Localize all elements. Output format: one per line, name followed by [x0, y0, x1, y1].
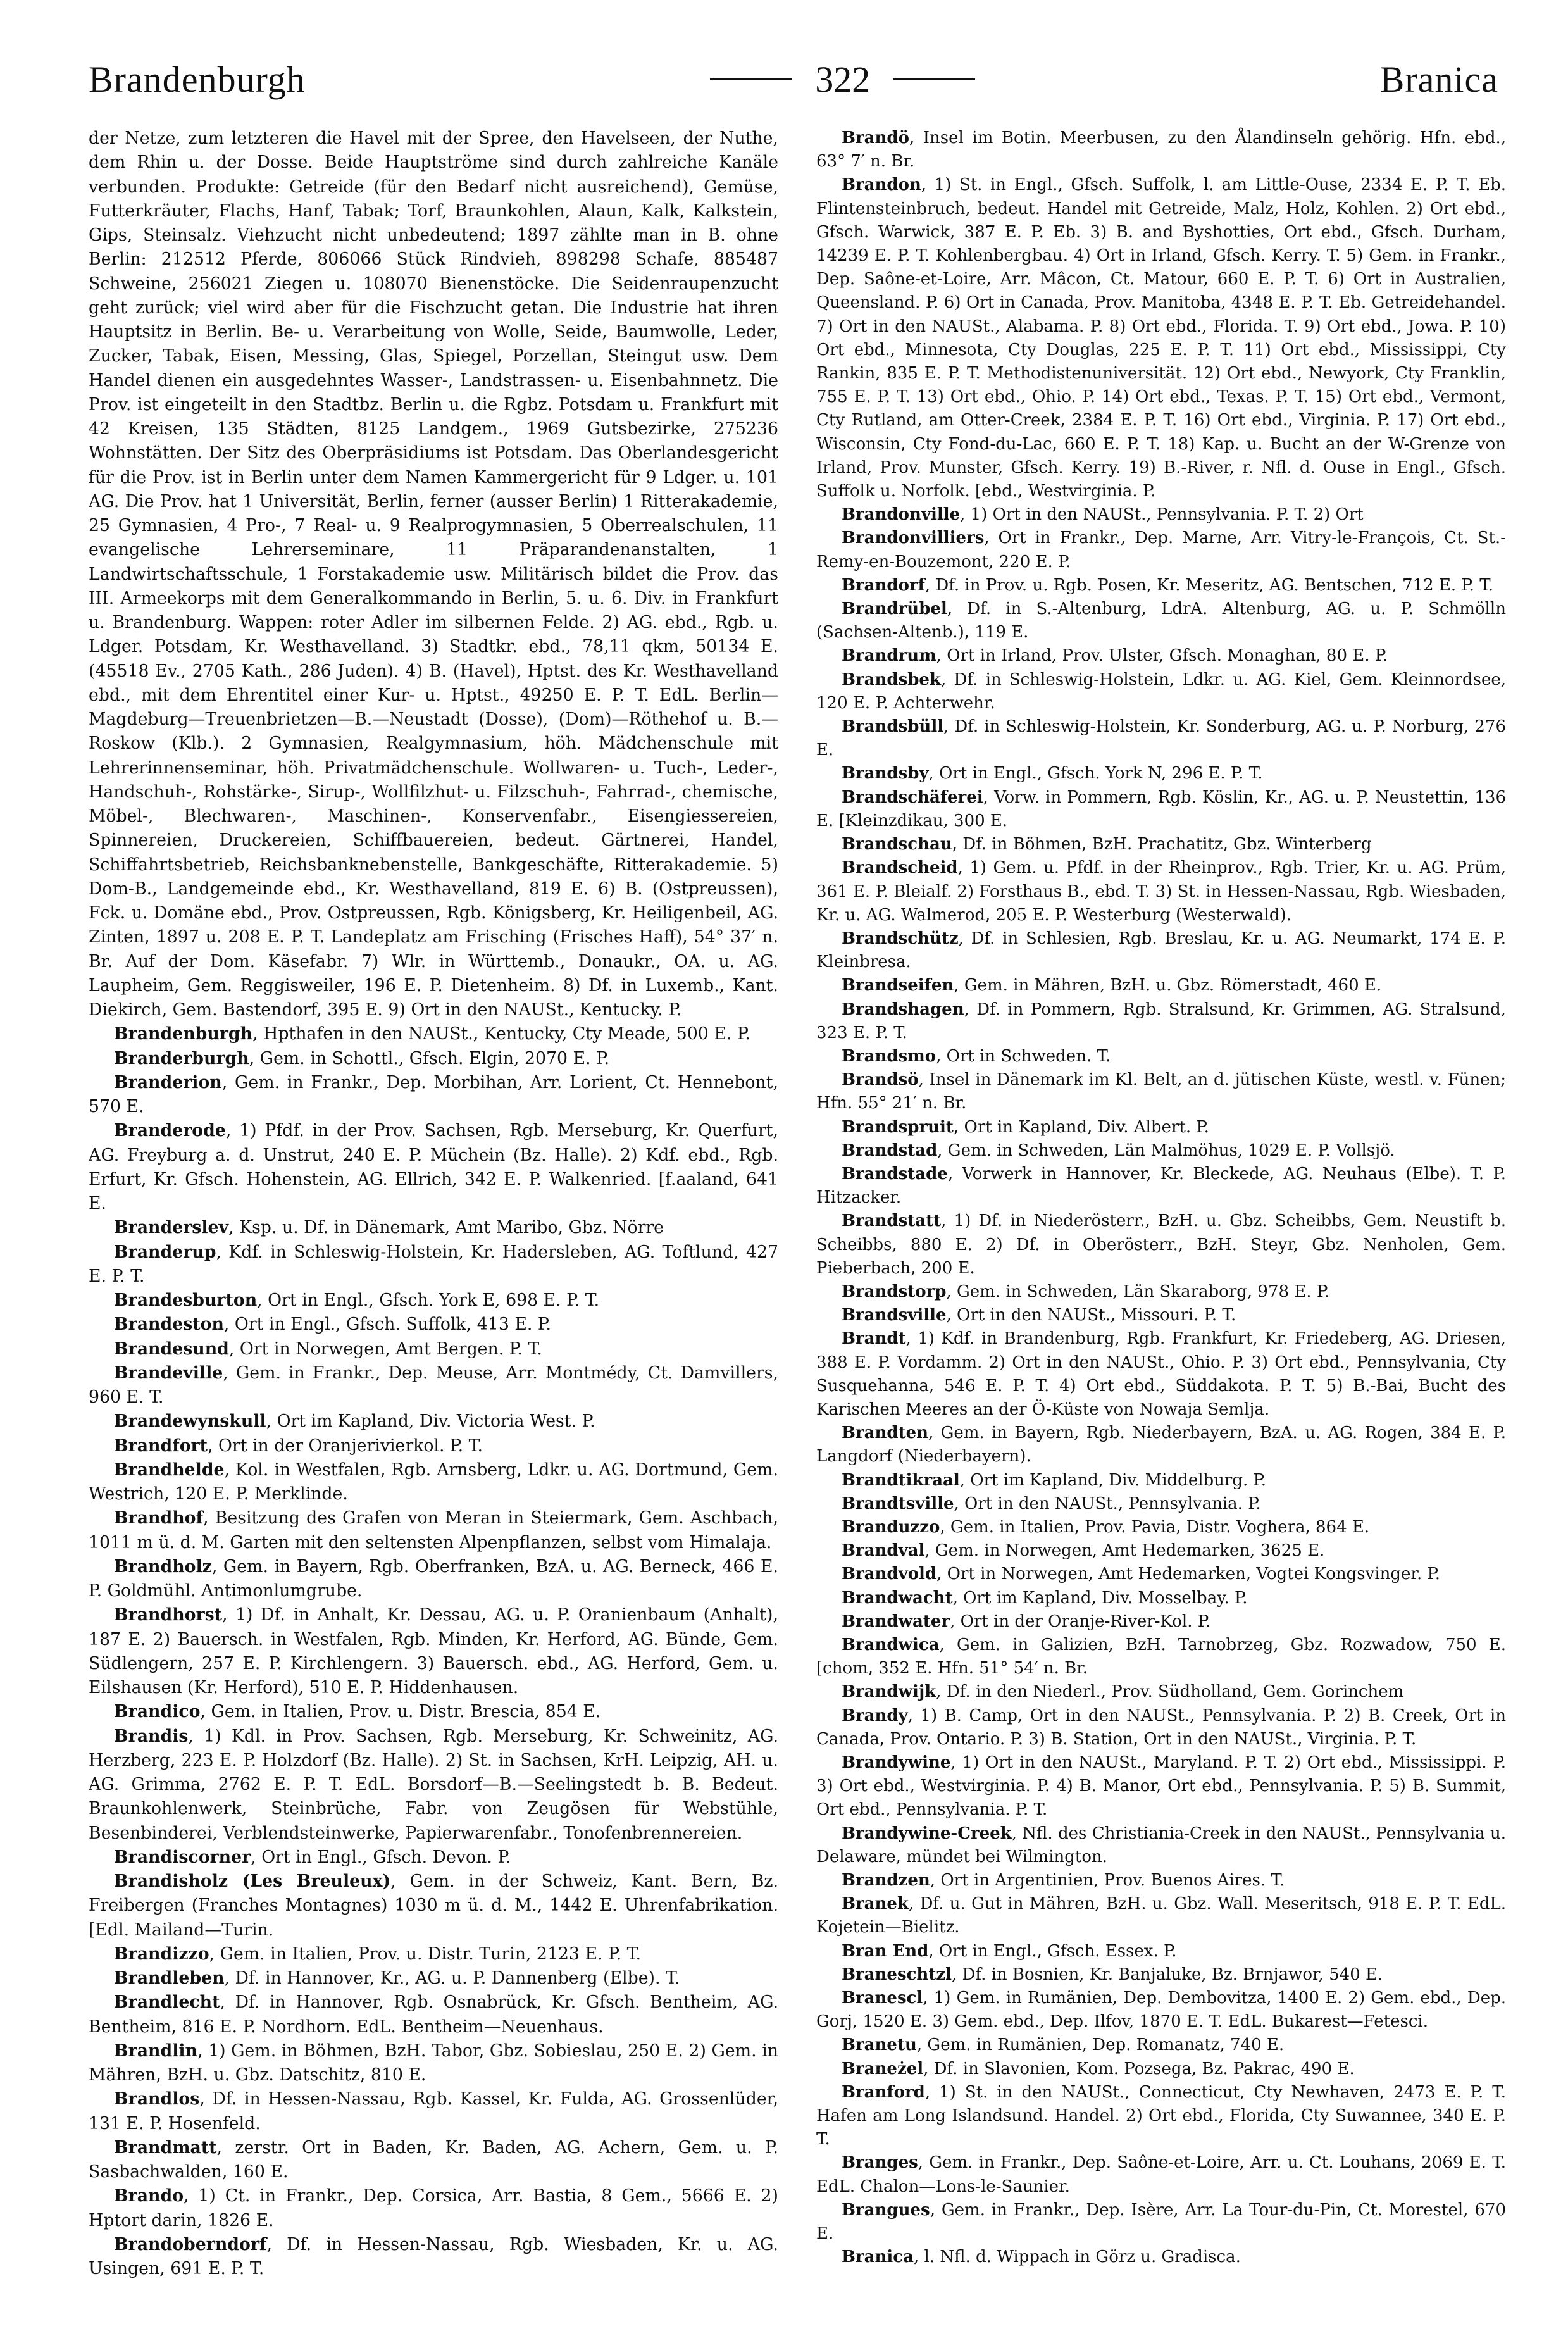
right-column	[816, 127, 1506, 2304]
dictionary-entry: Brandten, Gem. in Bayern, Rgb. Niederbayern, BzA. u. AG. Rogen, 384 E. P. Langdorf (Niederbayern).	[816, 1423, 1506, 1466]
dictionary-entry: Brandlin, 1) Gem. in Böhmen, BzH. Tabor, Gbz. Sobieslau, 250 E. 2) Gem. in Mähren, BzH. u. Gbz. Datschitz, 810 E.	[89, 2040, 778, 2085]
dictionary-entry: Brandlecht, Df. in Hannover, Rgb. Osnabrück, Kr. Gfsch. Bentheim, AG. Bentheim, 816 E. P. Nordhorn. EdL. Bentheim—Neuenhaus.	[89, 1992, 778, 2037]
dictionary-entry: Brandschäferei, Vorw. in Pommern, Rgb. Köslin, Kr., AG. u. P. Neustettin, 136 E. [Kleinzdikau, 300 E.	[816, 787, 1506, 830]
dictionary-entry: Brangues, Gem. in Frankr., Dep. Isère, Arr. La Tour-du-Pin, Ct. Morestel, 670 E.	[816, 2200, 1506, 2244]
dictionary-entry: Branderup, Kdf. in Schleswig-Holstein, Kr. Hadersleben, AG. Toftlund, 427 E. P. T.	[89, 1242, 778, 1286]
dictionary-entry: Branduzzo, Gem. in Italien, Prov. Pavia, Distr. Voghera, 864 E.	[842, 1517, 1370, 1537]
dictionary-entry: Brandsbek, Df. in Schleswig-Holstein, Ldkr. u. AG. Kiel, Gem. Kleinnordsee, 120 E. P. Achterwehr.	[816, 670, 1506, 713]
dictionary-entry: Brandhof, Besitzung des Grafen von Meran in Steiermark, Gem. Aschbach, 1011 m ü. d. M. Garten mit den seltensten Alpenpflanzen, selbst vom Himalaja.	[89, 1508, 778, 1553]
dictionary-entry: der Netze, zum letzteren die Havel mit der Spree, den Havelseen, der Nuthe, dem Rhin u. der Dosse. Beide Hauptströme sind durch zahlreiche Kanäle verbunden. Produkte: Getreide (für den Bedarf nicht ausreichend), Gemüse, Futterkräuter, Flachs, Hanf, Tabak; Torf, Braunkohlen, Alaun, Kalk, Kalkstein, Gips, Steinsalz. Viehzucht nicht unbedeutend; 1897 zählte man in B. ohne Berlin: 212512 Pferde, 806066 Stück Rindvieh, 898298 Schafe, 885487 Schweine, 256021 Ziegen u. 108070 Bienenstöcke. Die Seidenraupenzucht geht zurück; viel wird aber für die Fischzucht getan. Die Industrie hat ihren Hauptsitz in Berlin. Be- u. Verarbeitung von Wolle, Seide, Baumwolle, Leder, Zucker, Tabak, Eisen, Messing, Glas, Spiegel, Porzellan, Steingut usw. Dem Handel dienen ein ausgedehntes Wasser-, Landstrassen- u. Eisenbahnnetz. Die Prov. ist eingeteilt in den Stadtbz. Berlin u. die Rgbz. Potsdam u. Frankfurt mit 42 Kreisen, 135 Städten, 8125 Landgem., 1969 Gutsbezirke, 275236 Wohnstätten. Der Sitz des Oberpräsidiums ist Potsdam. Das Oberlandesgericht für die Prov. ist in Berlin unter dem Namen Kammergericht für 9 Ldger. u. 101 AG. Die Prov. hat 1 Universität, Berlin, ferner (ausser Berlin) 1 Ritterakademie, 25 Gymnasien, 4 Pro-, 7 Real- u. 9 Realprogymnasien, 5 Oberrealschulen, 11 evangelische Lehrerseminare, 11 Präparandenanstalten, 1 Landwirtschaftsschule, 1 Forstakademie usw. Militärisch bildet die Prov. das III. Armeekorps mit dem Generalkommando in Berlin, 5. u. 6. Div. in Frankfurt u. Brandenburg. Wappen: roter Adler im silbernen Felde. 2) AG. ebd., Rgb. u. Ldger. Potsdam, Kr. Westhavelland. 3) Stadtkr. ebd., 78,11 qkm, 50134 E. (45518 Ev., 2705 Kath., 286 Juden). 4) B. (Havel), Hptst. des Kr. Westhavelland ebd., mit dem Ehrentitel einer Kur- u. Hptst., 49250 E. P. T. EdL. Berlin—Magdeburg—Treuenbrietzen—B.—Neustadt (Dosse), (Dom)—Röthehof u. B.—Roskow (Klb.). 2 Gymnasien, Realgymnasium, höh. Mädchenschule mit Lehrerinnenseminar, höh. Privatmädchenschule. Wollwaren- u. Tuch-, Leder-, Handschuh-, Rohstärke-, Sirup-, Wollfilzhut- u. Filzschuh-, Fahrrad-, chemische, Möbel-, Blechwaren-, Maschinen-, Konservenfabr., Eisengiessereien, Spinnereien, Druckereien, Schiffbauereien, bedeut. Gärtnerei, Handel, Schiffahrtsbetrieb, Reichsbanknebenstelle, Bankgeschäfte, Ritterakademie. 5) Dom-B., Landgemeinde ebd., Kr. Westhavelland, 819 E. 6) B. (Ostpreussen), Fck. u. Domäne ebd., Prov. Ostpreussen, Rgb. Königsberg, Kr. Heiligenbeil, AG. Zinten, 1897 u. 208 E. P. T. Landeplatz am Frisching (Frisches Haff), 54° 37′ n. Br. Auf der Dom. Käsefabr. 7) Wlr. in Württemb., Donaukr., OA. u. AG. Laupheim, Gem. Reggisweiler, 196 E. P. Dietenheim. 8) Df. in Luxemb., Kant. Diekirch, Gem. Bastendorf, 395 E. 9) Ort in den NAUSt., Kentucky. P.	[89, 128, 778, 1020]
dictionary-entry: Brandwacht, Ort im Kapland, Div. Mosselbay. P.	[842, 1588, 1248, 1608]
dictionary-entry: Brandstade, Vorwerk in Hannover, Kr. Bleckede, AG. Neuhaus (Elbe). T. P. Hitzacker.	[816, 1164, 1506, 1208]
dictionary-entry: Branges, Gem. in Frankr., Dep. Saône-et-Loire, Arr. u. Ct. Louhans, 2069 E. T. EdL. Chalon—Lons-le-Saunier.	[816, 2153, 1506, 2196]
dictionary-entry: Brandscheid, 1) Gem. u. Pfdf. in der Rheinprov., Rgb. Trier, Kr. u. AG. Prüm, 361 E. P. Bleialf. 2) Forsthaus B., ebd. T. 3) St. in Hessen-Nassau, Rgb. Wiesbaden, Kr. u. AG. Walmerod, 205 E. P. Westerburg (Westerwald).	[816, 858, 1506, 925]
dictionary-entry: Braneschtzl, Df. in Bosnien, Kr. Banjaluke, Bz. Brnjawor, 540 E.	[842, 1965, 1383, 1984]
dictionary-entry: Branescl, 1) Gem. in Rumänien, Dep. Dembovitza, 1400 E. 2) Gem. ebd., Dep. Gorj, 1520 E. 3) Gem. ebd., Dep. Ilfov, 1870 E. T. EdL. Bukarest—Fetesci.	[816, 1989, 1506, 2032]
dictionary-entry: Brandwijk, Df. in den Niederl., Prov. Südholland, Gem. Gorinchem	[842, 1682, 1404, 1702]
dictionary-entry: Brandmatt, zerstr. Ort in Baden, Kr. Baden, AG. Achern, Gem. u. P. Sasbachwalden, 160 E.	[89, 2137, 778, 2182]
page-header	[89, 44, 1498, 114]
dictionary-entry: Brandico, Gem. in Italien, Prov. u. Distr. Brescia, 854 E.	[114, 1702, 601, 1722]
dictionary-entry: Brandesburton, Ort in Engl., Gfsch. York E, 698 E. P. T.	[114, 1290, 600, 1310]
dictionary-entry: Branderslev, Ksp. u. Df. in Dänemark, Amt Maribo, Gbz. Nörre	[114, 1218, 664, 1238]
dictionary-entry: Branford, 1) St. in den NAUSt., Connecticut, Cty Newhaven, 2473 E. P. T. Hafen am Long Islandsund. Handel. 2) Ort ebd., Florida, Cty Suwannee, 340 E. P. T.	[816, 2082, 1506, 2149]
dictionary-entry: Brandt, 1) Kdf. in Brandenburg, Rgb. Frankfurt, Kr. Friedeberg, AG. Driesen, 388 E. P. Vordamm. 2) Ort in den NAUSt., Ohio. P. 3) Ort ebd., Pennsylvania, Cty Susquehanna, 546 E. P. T. 4) Ort ebd., Süddakota. P. T. 5) B.-Bai, Bucht des Karischen Meeres an der Ö-Küste von Nowaja Semlja.	[816, 1329, 1506, 1419]
dictionary-entry: Brandwica, Gem. in Galizien, BzH. Tarnobrzeg, Gbz. Rozwadow, 750 E. [chom, 352 E. Hfn. 51° 54′ n. Br.	[816, 1635, 1506, 1678]
dictionary-entry: Brando, 1) Ct. in Frankr., Dep. Corsica, Arr. Bastia, 8 Gem., 5666 E. 2) Hptort darin, 1826 E.	[89, 2186, 778, 2230]
dictionary-entry: Brandstatt, 1) Df. in Niederösterr., BzH. u. Gbz. Scheibbs, Gem. Neustift b. Scheibbs, 880 E. 2) Df. in Oberösterr., BzH. Steyr, Gbz. Nenholen, Gem. Pieberbach, 200 E.	[816, 1211, 1506, 1278]
dictionary-entry: Brandiscorner, Ort in Engl., Gfsch. Devon. P.	[114, 1847, 511, 1867]
dictionary-entry: Brandy, 1) B. Camp, Ort in den NAUSt., Pennsylvania. P. 2) B. Creek, Ort in Canada, Prov. Ontario. P. 3) B. Station, Ort in den NAUSt., Virginia. P. T.	[816, 1706, 1506, 1749]
dictionary-entry: Brandleben, Df. in Hannover, Kr., AG. u. P. Dannenberg (Elbe). T.	[114, 1968, 680, 1988]
dictionary-entry: Brandö, Insel im Botin. Meerbusen, zu den Ålandinseln gehörig. Hfn. ebd., 63° 7′ n. Br.	[816, 128, 1506, 172]
left-headword: Brandenburgh	[89, 58, 306, 100]
dictionary-entry: Brandorf, Df. in Prov. u. Rgb. Posen, Kr. Meseritz, AG. Bentschen, 712 E. P. T.	[842, 575, 1493, 595]
dictionary-entry: Brandsmo, Ort in Schweden. T.	[842, 1046, 1111, 1066]
dictionary-entry: Brandschau, Df. in Böhmen, BzH. Prachatitz, Gbz. Winterberg	[842, 835, 1372, 854]
dictionary-entry: Brandywine, 1) Ort in den NAUSt., Maryland. P. T. 2) Ort ebd., Mississippi. P. 3) Ort ebd., Westvirginia. P. 4) B. Manor, Ort ebd., Pennsylvania. P. 5) B. Summit, Ort ebd., Pennsylvania. P. T.	[816, 1753, 1506, 1820]
dictionary-entry: Brandisholz (Les Breuleux), Gem. in der Schweiz, Kant. Bern, Bz. Freibergen (Franches Montagnes) 1030 m ü. d. M., 1442 E. Uhrenfabrikation. [Edl. Mailand—Turin.	[89, 1871, 778, 1940]
dictionary-entry: Branica, l. Nfl. d. Wippach in Görz u. Gradisca.	[842, 2247, 1241, 2267]
dictionary-entry: Brandtsville, Ort in den NAUSt., Pennsylvania. P.	[842, 1494, 1261, 1513]
dictionary-entry: Brandeville, Gem. in Frankr., Dep. Meuse, Arr. Montmédy, Ct. Damvillers, 960 E. T.	[89, 1363, 778, 1407]
dictionary-entry: Brandshagen, Df. in Pommern, Rgb. Stralsund, Kr. Grimmen, AG. Stralsund, 323 E. P. T.	[816, 999, 1506, 1042]
dictionary-entry: Brandseifen, Gem. in Mähren, BzH. u. Gbz. Römerstadt, 460 E.	[842, 976, 1382, 996]
dictionary-entry: Brandeston, Ort in Engl., Gfsch. Suffolk, 413 E. P.	[114, 1315, 551, 1335]
dictionary-entry: Branek, Df. u. Gut in Mähren, BzH. u. Gbz. Wall. Meseritsch, 918 E. P. T. EdL. Kojetein—Bielitz.	[816, 1894, 1506, 1937]
dictionary-entry: Brandis, 1) Kdl. in Prov. Sachsen, Rgb. Merseburg, Kr. Schweinitz, AG. Herzberg, 223 E. P. Holzdorf (Bz. Halle). 2) St. in Sachsen, KrH. Leipzig, AH. u. AG. Grimma, 2762 E. P. T. EdL. Borsdorf—B.—Seelingstedt b. B. Bedeut. Braunkohlenwerk, Steinbrüche, Fabr. von Zeugösen für Webstühle, Besenbinderei, Verblendsteinwerke, Papierwarenfabr., Tonofenbrennereien.	[89, 1726, 778, 1843]
right-headword: Branica	[1379, 58, 1498, 100]
dictionary-entry: Brandsö, Insel in Dänemark im Kl. Belt, an d. jütischen Küste, westl. v. Fünen; Hfn. 55° 21′ n. Br.	[816, 1070, 1506, 1113]
dictionary-entry: Brandval, Gem. in Norwegen, Amt Hedemarken, 3625 E.	[842, 1541, 1325, 1561]
dictionary-entry: Brandizzo, Gem. in Italien, Prov. u. Distr. Turin, 2123 E. P. T.	[114, 1944, 642, 1964]
dictionary-entry: Brandhelde, Kol. in Westfalen, Rgb. Arnsberg, Ldkr. u. AG. Dortmund, Gem. Westrich, 120 E. P. Merklinde.	[89, 1459, 778, 1504]
dictionary-entry: Branetu, Gem. in Rumänien, Dep. Romanatz, 740 E.	[842, 2035, 1285, 2055]
dictionary-entry: Brandywine-Creek, Nfl. des Christiania-Creek in den NAUSt., Pennsylvania u. Delaware, mündet bei Wilmington.	[816, 1823, 1506, 1866]
dictionary-entry: Brandholz, Gem. in Bayern, Rgb. Oberfranken, BzA. u. AG. Berneck, 466 E. P. Goldmühl. Antimonlumgrube.	[89, 1556, 778, 1601]
dictionary-entry: Brandon, 1) St. in Engl., Gfsch. Suffolk, l. am Little-Ouse, 2334 E. P. T. Eb. Flintensteinbruch, bedeut. Handel mit Getreide, Malz, Holz, Kohlen. 2) Ort ebd., Gfsch. Warwick, 387 E. P. Eb. 3) B. and Byshotties, Ort ebd., Gfsch. Durham, 14239 E. P. T. Kohlenbergbau. 4) Ort in Irland, Gfsch. Kerry. T. 5) Gem. in Frankr., Dep. Saône-et-Loire, Arr. Mâcon, Ct. Matour, 660 E. P. T. 6) Ort in Australien, Queensland. P. 6) Ort in Canada, Prov. Manitoba, 4348 E. P. T. Eb. Getreidehandel. 7) Ort in den NAUSt., Alabama. P. 8) Ort ebd., Florida. T. 9) Ort ebd., Jowa. P. 10) Ort ebd., Minnesota, Cty Douglas, 225 E. P. T. 11) Ort ebd., Mississippi, Cty Rankin, 835 E. P. T. Methodistenuniversität. 12) Ort ebd., Newyork, Cty Franklin, 755 E. P. T. 13) Ort ebd., Ohio. P. 14) Ort ebd., Texas. P. T. 15) Ort ebd., Vermont, Cty Rutland, am Otter-Creek, 2384 E. P. T. 16) Ort ebd., Virginia. P. 17) Ort ebd., Wisconsin, Cty Fond-du-Lac, 660 E. P. T. 18) Kap. u. Bucht an der W-Grenze von Irland, Prov. Munster, Gfsch. Kerry. 19) B.-River, r. Nfl. d. Ouse in Engl., Gfsch. Suffolk u. Norfolk. [ebd., Westvirginia. P.	[816, 175, 1506, 501]
dictionary-entry: Brandonvilliers, Ort in Frankr., Dep. Marne, Arr. Vitry-le-François, Ct. St.-Remy-en-Bouzemont, 220 E. P.	[816, 528, 1506, 572]
dictionary-entry: Brandenburgh, Hpthafen in den NAUSt., Kentucky, Cty Meade, 500 E. P.	[114, 1024, 750, 1044]
dictionary-entry: Brandstorp, Gem. in Schweden, Län Skaraborg, 978 E. P.	[842, 1282, 1330, 1301]
dictionary-entry: Brandfort, Ort in der Oranjerivierkol. P. T.	[114, 1435, 483, 1456]
dictionary-entry: Brandstad, Gem. in Schweden, Län Malmöhus, 1029 E. P. Vollsjö.	[842, 1140, 1395, 1160]
dictionary-entry: Brandlos, Df. in Hessen-Nassau, Rgb. Kassel, Kr. Fulda, AG. Grossenlüder, 131 E. P. Hosenfeld.	[89, 2089, 778, 2134]
dictionary-entry: Brandoberndorf, Df. in Hessen-Nassau, Rgb. Wiesbaden, Kr. u. AG. Usingen, 691 E. P. T.	[89, 2234, 778, 2278]
dictionary-entry: Brandonville, 1) Ort in den NAUSt., Pennsylvania. P. T. 2) Ort	[842, 505, 1364, 525]
dictionary-entry: Brandsbüll, Df. in Schleswig-Holstein, Kr. Sonderburg, AG. u. P. Norburg, 276 E.	[816, 717, 1506, 760]
dictionary-entry: Brandrum, Ort in Irland, Prov. Ulster, Gfsch. Monaghan, 80 E. P.	[842, 646, 1388, 666]
page-number-block	[687, 58, 998, 101]
dictionary-entry: Brandschütz, Df. in Schlesien, Rgb. Breslau, Kr. u. AG. Neumarkt, 174 E. P. Kleinbresa.	[816, 928, 1506, 972]
dictionary-entry: Brandsville, Ort in den NAUSt., Missouri. P. T.	[842, 1306, 1236, 1325]
dictionary-entry: Brandzen, Ort in Argentinien, Prov. Buenos Aires. T.	[842, 1871, 1285, 1890]
dictionary-entry: Brandvold, Ort in Norwegen, Amt Hedemarken, Vogtei Kongsvinger. P.	[842, 1565, 1441, 1584]
dictionary-entry: Brandewynskull, Ort im Kapland, Div. Victoria West. P.	[114, 1411, 595, 1432]
dictionary-entry: Branderburgh, Gem. in Schottl., Gfsch. Elgin, 2070 E. P.	[114, 1048, 610, 1068]
dictionary-entry: Braneżel, Df. in Slavonien, Kom. Pozsega, Bz. Pakrac, 490 E.	[842, 2059, 1355, 2078]
header-dash-right	[893, 78, 975, 80]
dictionary-entry: Brandwater, Ort in der Oranje-River-Kol. P.	[842, 1611, 1211, 1631]
dictionary-entry: Brandhorst, 1) Df. in Anhalt, Kr. Dessau, AG. u. P. Oranienbaum (Anhalt), 187 E. 2) Bauersch. in Westfalen, Rgb. Minden, Kr. Herford, AG. Bünde, Gem. Südlengern, 257 E. P. Kirchlengern. 3) Bauersch. ebd., AG. Herford, Gem. u. Eilshausen (Kr. Herford), 510 E. P. Hiddenhausen.	[89, 1605, 778, 1697]
page-number: 322	[815, 58, 871, 100]
dictionary-entry: Brandrübel, Df. in S.-Altenburg, LdrA. Altenburg, AG. u. P. Schmölln (Sachsen-Altenb.), 119 E.	[816, 599, 1506, 642]
text-columns	[89, 127, 1506, 2304]
header-dash-left	[710, 78, 792, 80]
dictionary-entry: Branderion, Gem. in Frankr., Dep. Morbihan, Arr. Lorient, Ct. Hennebont, 570 E.	[89, 1072, 778, 1116]
dictionary-entry: Brandesund, Ort in Norwegen, Amt Bergen. P. T.	[114, 1339, 542, 1359]
dictionary-entry: Branderode, 1) Pfdf. in der Prov. Sachsen, Rgb. Merseburg, Kr. Querfurt, AG. Freyburg a. d. Unstrut, 240 E. P. Müchein (Bz. Halle). 2) Kdf. ebd., Rgb. Erfurt, Kr. Gfsch. Hohenstein, AG. Ellrich, 342 E. P. Walkenried. [f.aaland, 641 E.	[89, 1121, 778, 1213]
dictionary-entry: Brandtikraal, Ort im Kapland, Div. Middelburg. P.	[842, 1470, 1267, 1490]
dictionary-entry: Brandspruit, Ort in Kapland, Div. Albert. P.	[842, 1117, 1209, 1137]
dictionary-entry: Brandsby, Ort in Engl., Gfsch. York N, 296 E. P. T.	[842, 764, 1263, 784]
dictionary-entry: Bran End, Ort in Engl., Gfsch. Essex. P.	[842, 1941, 1177, 1961]
left-column	[89, 127, 778, 2304]
